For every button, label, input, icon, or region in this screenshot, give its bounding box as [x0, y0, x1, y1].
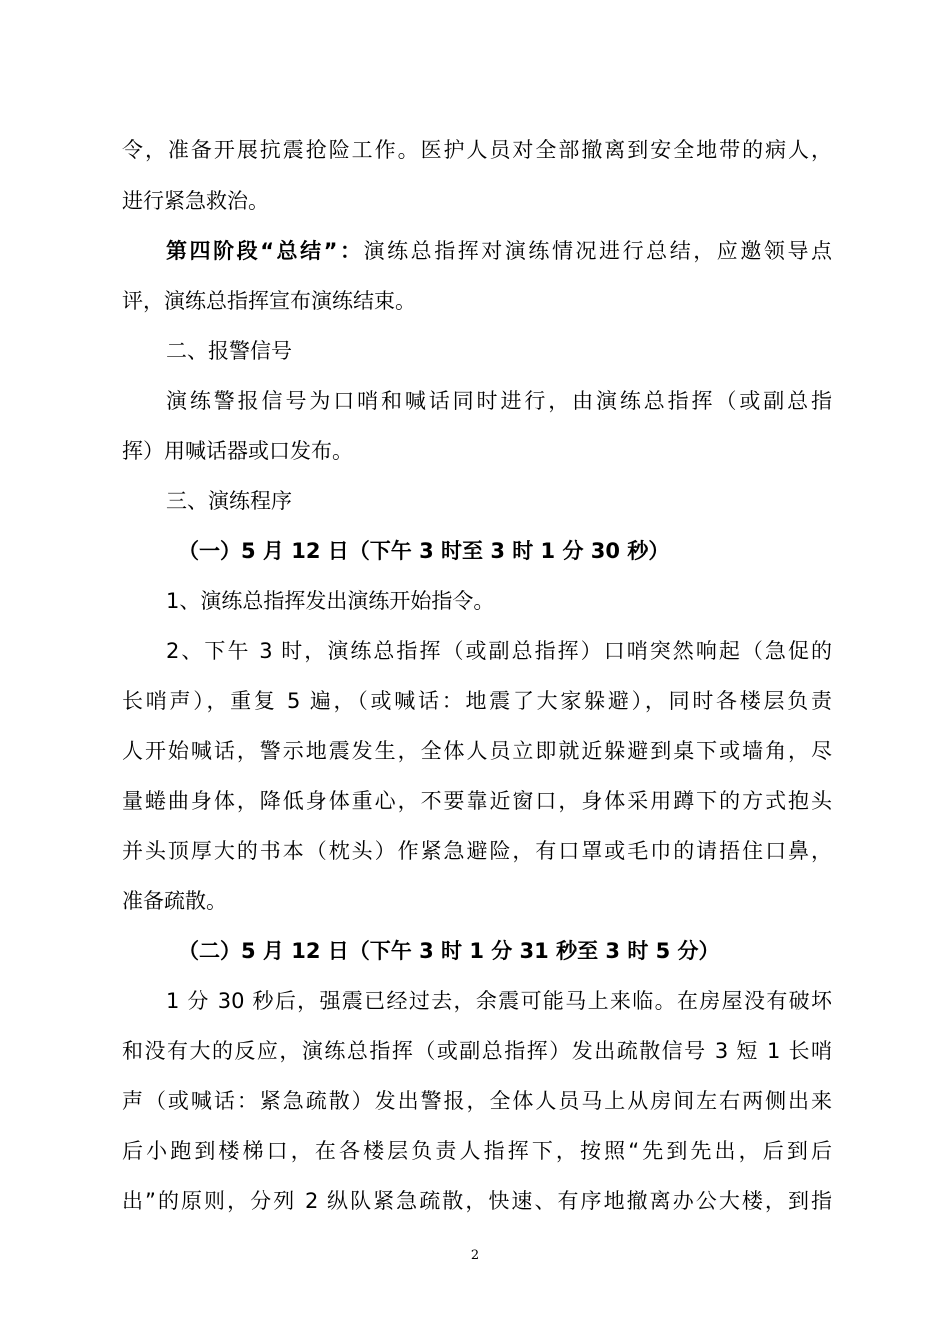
paragraph-line: 人开始喊话，警示地震发生，全体人员立即就近躲避到桌下或墙角，尽	[122, 739, 832, 763]
paragraph-line: 后小跑到楼梯口，在各楼层负责人指挥下，按照“先到先出，后到后	[122, 1139, 832, 1163]
paragraph-line: 长哨声），重复 5 遍，（或喊话：地震了大家躲避），同时各楼层负责	[122, 689, 832, 713]
paragraph-line: 量蜷曲身体，降低身体重心，不要靠近窗口，身体采用蹲下的方式抱头	[122, 789, 832, 813]
paragraph-line: 准备疏散。	[122, 889, 227, 913]
paragraph-line: 挥）用喊话器或口发布。	[122, 439, 353, 463]
paragraph-line: 声（或喊话：紧急疏散）发出警报，全体人员马上从房间左右两侧出来	[122, 1089, 832, 1113]
paragraph-line: 评，演练总指挥宣布演练结束。	[122, 289, 416, 313]
paragraph-line: 1 分 30 秒后，强震已经过去，余震可能马上来临。在房屋没有破坏	[166, 989, 832, 1013]
section-label: 第四阶段“总结”：	[166, 239, 364, 263]
paragraph-line: 演练警报信号为口哨和喊话同时进行，由演练总指挥（或副总指	[166, 389, 832, 413]
paragraph-line: 并头顶厚大的书本（枕头）作紧急避险，有口罩或毛巾的请捂住口鼻，	[122, 839, 832, 863]
section-heading: 二、报警信号	[166, 339, 292, 363]
section-heading: 三、演练程序	[166, 489, 292, 513]
subsection-heading: （二）5 月 12 日（下午 3 时 1 分 31 秒至 3 时 5 分）	[178, 939, 720, 963]
paragraph-line: 进行紧急救治。	[122, 189, 269, 213]
paragraph-line: 1、演练总指挥发出演练开始指令。	[166, 589, 495, 613]
paragraph-line: 出”的原则，分列 2 纵队紧急疏散，快速、有序地撤离办公大楼，到指	[122, 1189, 832, 1213]
paragraph-line: 和没有大的反应，演练总指挥（或副总指挥）发出疏散信号 3 短 1 长哨	[122, 1039, 832, 1063]
paragraph-line	[166, 236, 832, 266]
subsection-heading: （一）5 月 12 日（下午 3 时至 3 时 1 分 30 秒）	[178, 539, 670, 563]
section-text: 演练总指挥对演练情况进行总结，应邀领导点	[363, 239, 832, 263]
paragraph-line: 2、下午 3 时，演练总指挥（或副总指挥）口哨突然响起（急促的	[166, 639, 832, 663]
page-number: 2	[470, 1248, 480, 1263]
paragraph-line: 令，准备开展抗震抢险工作。医护人员对全部撤离到安全地带的病人，	[122, 138, 832, 162]
